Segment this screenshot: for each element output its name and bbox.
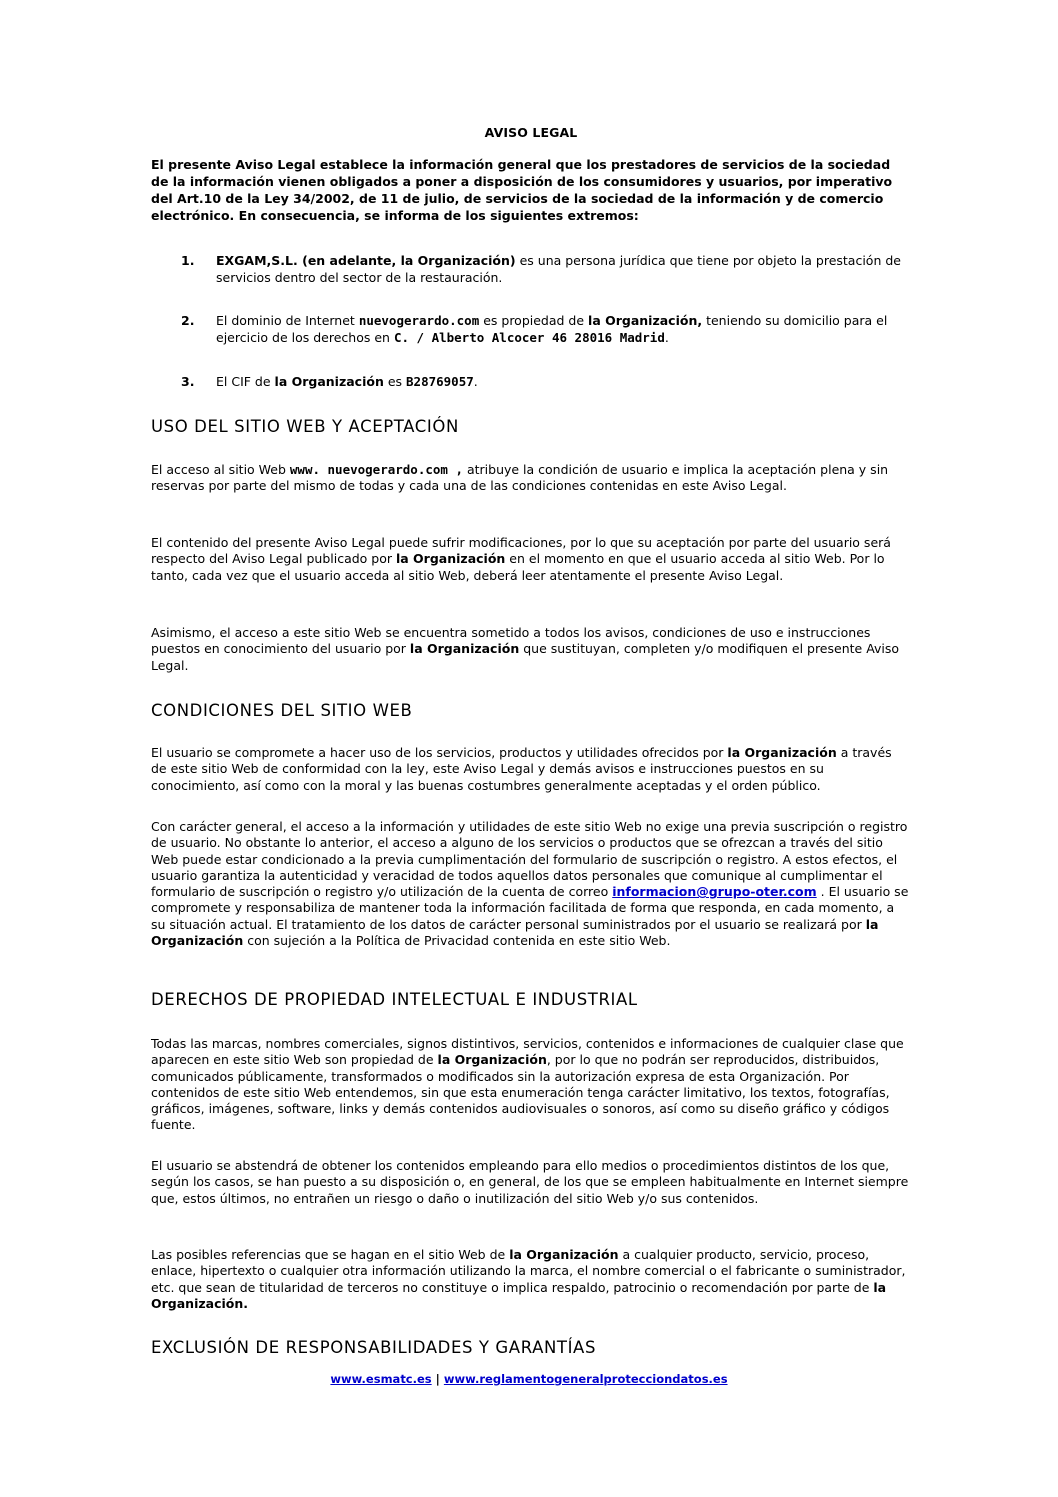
list-text: teniendo su domicilio para el ejercicio de los derechos en [216,313,888,345]
paragraph-text: , por lo que no podrán ser reproducidos, distribuidos, comunicados públicamente, transformados o modificados sin la autorización expresa de esta Organización. Por contenidos de este sitio Web entendemos, sin que esta enumeración tenga carácter limitativo, los textos, fotografías, gráficos, imágenes, software, links y demás contenidos audiovisuales o sonoros, así como su diseño gráfico y códigos fuente. [151,1052,890,1133]
organization-ref: la Organización [395,551,506,567]
organization-ref: la Organización [409,641,520,657]
list-number: 1. [181,253,195,268]
list-text: . [664,330,669,345]
list-item-1 [151,252,911,286]
list-item-3 [151,373,911,390]
derechos-paragraph-2: El usuario se abstendrá de obtener los contenidos empleando para ello medios o procedimientos distintos de los que, según los casos, se han puesto a su disposición o, en general, de los que se empleen habitualmente en Internet siempre que, estos últimos, no entrañen un riesgo o daño o inutilización del sitio Web y/o sus contenidos. [151,1158,909,1206]
paragraph-text: atribuye la condición de usuario e implica la aceptación plena y sin reservas por parte del mismo de todas y cada una de las condiciones contenidas en este Aviso Legal. [151,462,889,494]
footer-separator: | [431,1372,444,1386]
list-text: El CIF de [216,374,275,389]
list-item-2 [151,312,911,346]
heading-uso-sitio-web: USO DEL SITIO WEB Y ACEPTACIÓN [151,417,459,436]
condiciones-paragraph-2 [151,819,911,949]
heading-derechos: DERECHOS DE PROPIEDAD INTELECTUAL E INDUSTRIAL [151,990,638,1009]
heading-condiciones: CONDICIONES DEL SITIO WEB [151,701,413,720]
footer-link-esmatc[interactable]: www.esmatc.es [330,1372,432,1386]
cif-number: B28769057 [406,374,474,389]
paragraph-text: El acceso al sitio Web [151,462,290,477]
list-text: El dominio de Internet [216,313,359,328]
organization-ref: la Organización [727,745,837,760]
paragraph-text: El usuario se compromete a hacer uso de los servicios, productos y utilidades ofrecidos por [151,745,728,760]
paragraph-text: a cualquier producto, servicio, proceso, enlace, hipertexto o cualquier otra información utilizando la marca, el nombre comercial o el fabricante o suministrador, etc. que sean de titularidad de terceros no constituye o implica respaldo, patrocinio o recomendación por parte de [151,1247,906,1295]
organization-ref: la Organización [151,916,879,949]
paragraph-text: en el momento en que el usuario acceda al sitio Web. Por lo tanto, cada vez que el usuario acceda al sitio Web, deberá leer atentamente el presente Aviso Legal. [151,551,885,583]
domain-name: nuevogerardo.com [358,313,480,328]
list-text: . [473,374,478,389]
organization-ref: la Organización [274,374,384,389]
paragraph-text: El contenido del presente Aviso Legal puede sufrir modificaciones, por lo que su aceptación por parte del usuario será respecto del Aviso Legal publicado por [151,535,891,567]
organization-ref: la Organización, [588,313,703,328]
paragraph-text: con sujeción a la Política de Privacidad contenida en este sitio Web. [243,933,671,949]
paragraph-text: Todas las marcas, nombres comerciales, signos distintivos, servicios, contenidos e informaciones de cualquier clase que aparecen en este sitio Web son propiedad de [151,1036,904,1068]
list-number: 2. [181,313,195,328]
website-url: www. nuevogerardo.com , [289,462,463,477]
footer-link-reglamento[interactable]: www.reglamentogeneralprotecciondatos.es [443,1372,728,1386]
intro-paragraph: El presente Aviso Legal establece la información general que los prestadores de servicios de la sociedad de la información vienen obligados a poner a disposición de los consumidores y usuarios, por imperativo del Art.10 de la Ley 34/2002, de 11 de julio, de servicios de la sociedad de la información y de comercio electrónico. En consecuencia, se informa de los siguientes extremos: [151,157,893,223]
address: C. / Alberto Alcocer 46 28016 Madrid [393,330,665,345]
organization-ref: la Organización [437,1052,547,1068]
paragraph-text: Con carácter general, el acceso a la información y utilidades de este sitio Web no exige una previa suscripción o registro de usuario. No obstante lo anterior, el acceso a alguno de los servicios o productos que se ofrezcan a través del sitio Web puede estar condicionado a la previa cumplimentación del formulario de suscripción o registro. A estos efectos, el usuario garantiza la autenticidad y veracidad de todos aquellos datos personales que comunique al cumplimentar el formulario de suscripción o registro y/o utilización de la cuenta de correo [151,819,908,900]
derechos-paragraph-3 [151,1247,911,1312]
paragraph-text: Las posibles referencias que se hagan en el sitio Web de [151,1247,510,1262]
paragraph-text: a través de este sitio Web de conformidad con la ley, este Aviso Legal y demás avisos e instrucciones puestos en su conocimiento, así como con la moral y las buenas costumbres generalmente aceptadas y el orden público. [151,745,892,793]
uso-paragraph-2 [151,535,911,584]
list-text: es una persona jurídica que tiene por objeto la prestación de servicios dentro del sector de la restauración. [216,253,901,285]
list-number: 3. [181,374,195,389]
document-title: AVISO LEGAL [484,125,578,140]
organization-ref: la Organización. [151,1279,887,1311]
organization-name: EXGAM,S.L. (en adelante, la Organización) [216,253,516,268]
derechos-paragraph-1 [151,1036,911,1134]
uso-paragraph-1 [151,462,911,495]
footer-links [0,1372,1058,1386]
list-text: es [383,374,407,389]
condiciones-paragraph-1 [151,745,911,794]
paragraph-text: . El usuario se compromete y responsabiliza de mantener toda la información facilitada de forma que responda, en cada momento, a su situación actual. El tratamiento de los datos de carácter personal suministrados por el usuario se realizará por [151,884,909,932]
paragraph-text: que sustituyan, completen y/o modifiquen el presente Aviso Legal. [151,641,900,673]
email-link[interactable]: informacion@grupo-oter.com [612,884,817,900]
uso-paragraph-3 [151,625,911,674]
heading-exclusion: EXCLUSIÓN DE RESPONSABILIDADES Y GARANTÍAS [151,1338,597,1357]
organization-ref: la Organización [509,1247,619,1262]
list-text: es propiedad de [479,313,589,328]
paragraph-text: Asimismo, el acceso a este sitio Web se encuentra sometido a todos los avisos, condiciones de uso e instrucciones puestos en conocimiento del usuario por [151,625,871,657]
